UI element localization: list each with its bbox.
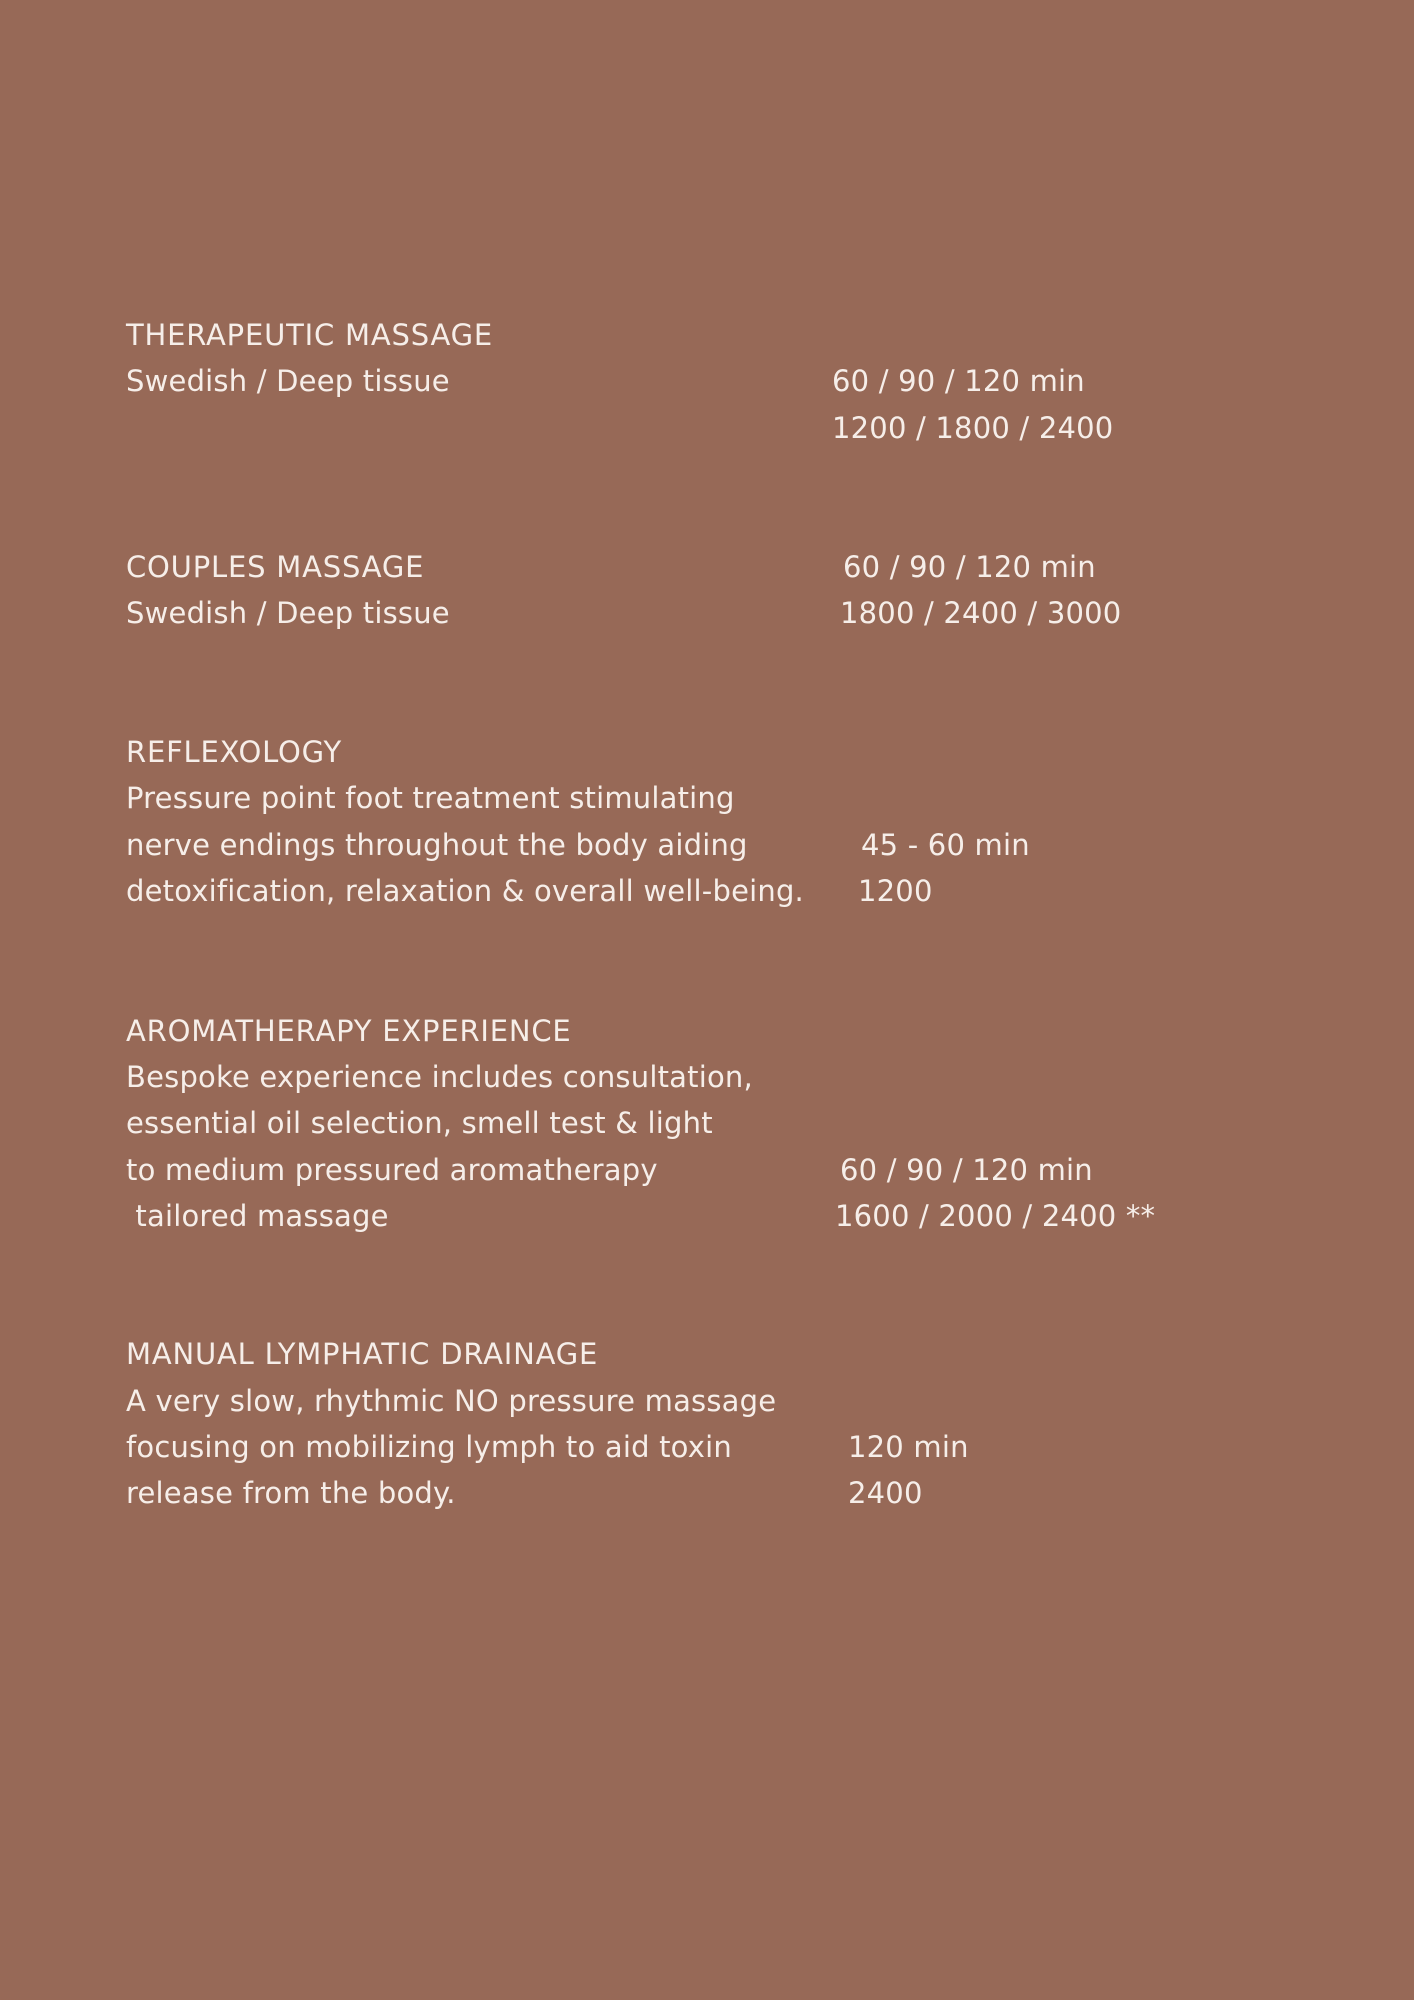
service-duration: 60 / 90 / 120 min <box>843 550 1096 584</box>
service-description-line: focusing on mobilizing lymph to aid toxin <box>126 1430 732 1464</box>
service-description-line: to medium pressured aromatherapy <box>126 1153 658 1187</box>
service-price: 1800 / 2400 / 3000 <box>840 596 1122 630</box>
service-title: AROMATHERAPY EXPERIENCE <box>126 1014 572 1048</box>
service-duration: 60 / 90 / 120 min <box>840 1153 1093 1187</box>
service-price: 1200 <box>858 874 933 908</box>
service-description-line: A very slow, rhythmic NO pressure massage <box>126 1384 777 1418</box>
service-price: 1600 / 2000 / 2400 ** <box>835 1199 1156 1233</box>
service-duration: 120 min <box>848 1430 969 1464</box>
service-description-line: detoxification, relaxation & overall well-being. <box>126 874 804 908</box>
service-duration: 45 - 60 min <box>861 828 1030 862</box>
service-price: 2400 <box>848 1476 923 1510</box>
service-title: MANUAL LYMPHATIC DRAINAGE <box>126 1337 599 1371</box>
service-description-line: Swedish / Deep tissue <box>126 596 450 630</box>
service-description-line: tailored massage <box>126 1199 389 1233</box>
service-description-line: nerve endings throughout the body aiding <box>126 828 748 862</box>
service-description-line: Pressure point foot treatment stimulating <box>126 781 735 815</box>
service-price: 1200 / 1800 / 2400 <box>832 411 1114 445</box>
service-duration: 60 / 90 / 120 min <box>832 364 1085 398</box>
service-title: COUPLES MASSAGE <box>126 550 425 584</box>
service-title: REFLEXOLOGY <box>126 735 342 769</box>
service-description-line: Bespoke experience includes consultation, <box>126 1060 753 1094</box>
service-description-line: essential oil selection, smell test & light <box>126 1106 713 1140</box>
service-description-line: release from the body. <box>126 1476 456 1510</box>
service-title: THERAPEUTIC MASSAGE <box>126 318 493 352</box>
service-description-line: Swedish / Deep tissue <box>126 364 450 398</box>
